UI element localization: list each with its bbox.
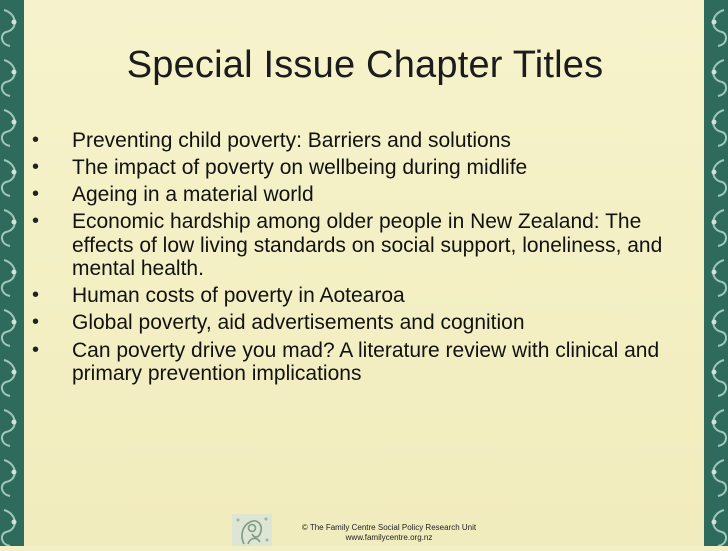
list-item: [30, 156, 700, 180]
footer: [232, 514, 502, 546]
list-item: [30, 183, 700, 207]
bullet-icon: •: [32, 183, 40, 206]
right-decorative-border: [704, 0, 728, 546]
koru-pattern-left: [0, 0, 24, 546]
bullet-icon: •: [32, 311, 40, 334]
chapter-title: Human costs of poverty in Aotearoa: [72, 284, 405, 308]
bullet-icon: •: [32, 338, 40, 361]
chapter-title-list: [30, 129, 700, 389]
family-centre-logo-icon: [232, 514, 272, 546]
website-link[interactable]: www.familycentre.org.nz: [345, 533, 433, 542]
chapter-title: The impact of poverty on wellbeing during midlife: [72, 156, 528, 180]
bullet-icon: •: [32, 156, 40, 179]
chapter-title: Global poverty, aid advertisements and cognition: [72, 311, 525, 335]
chapter-title: Ageing in a material world: [72, 183, 314, 207]
left-decorative-border: [0, 0, 24, 546]
slide-title: Special Issue Chapter Titles: [126, 44, 604, 86]
bullet-icon: •: [32, 129, 40, 151]
list-item: [30, 129, 700, 153]
chapter-title: Economic hardship among older people in New Zealand: The effects of low living standards on social support, loneliness, and mental health.: [72, 210, 663, 281]
bullet-icon: •: [32, 210, 40, 233]
bullet-icon: •: [32, 284, 40, 307]
list-item: [30, 284, 700, 308]
list-item: [30, 311, 700, 335]
chapter-title: Can poverty drive you mad? A literature review with clinical and primary prevention implications: [72, 338, 660, 386]
koru-pattern-right: [704, 0, 728, 546]
footer-text: [276, 523, 502, 543]
list-item: [30, 339, 700, 386]
list-item: [30, 210, 700, 281]
copyright-text: © The Family Centre Social Policy Research Unit: [301, 523, 477, 532]
chapter-title: Preventing child poverty: Barriers and solutions: [72, 129, 511, 152]
